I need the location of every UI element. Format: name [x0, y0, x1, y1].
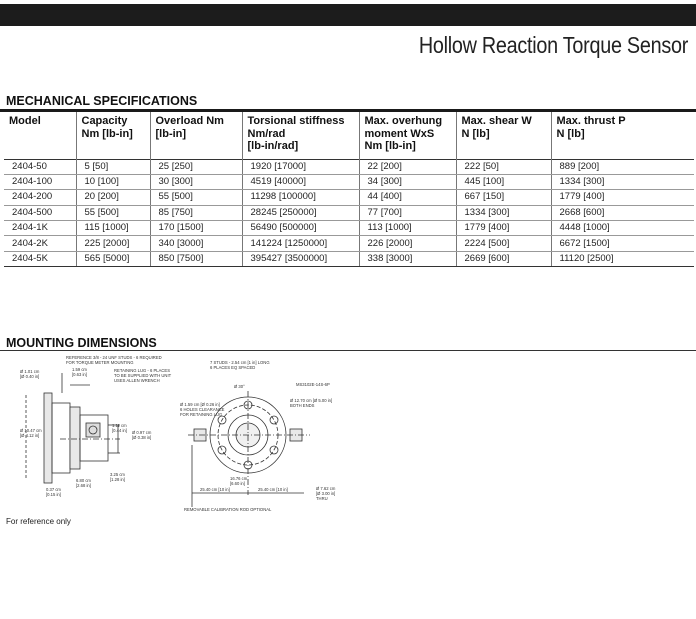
annotation: [Ø 4.12 in]: [20, 433, 40, 438]
annotation: Ø 10.47 cm: [20, 428, 42, 433]
annotation: 7 STUDS - 2.54 cm [1 in] LONG: [210, 360, 270, 365]
header-line: Nm [lb-in]: [364, 140, 416, 152]
column-header: [150, 112, 242, 159]
table-cell: 113 [1000]: [359, 221, 456, 236]
table-cell: 56490 [500000]: [242, 221, 359, 236]
table-cell: 77 [700]: [359, 205, 456, 220]
table-cell: 2404-1K: [4, 221, 76, 236]
header-line: moment WxS: [364, 127, 435, 140]
annotation: 16.76 cm: [230, 476, 248, 481]
table-header-row: [4, 112, 694, 159]
annotation: REFERENCE 3/8 - 24 UNF STUDS - 6 REQUIRED: [66, 355, 162, 360]
annotation: 6 HOLES CLEARANCE: [180, 407, 225, 412]
annotation: Ø 1.01 cm: [20, 369, 40, 374]
mechanical-specifications-table: [4, 112, 694, 267]
table-cell: 2668 [600]: [551, 205, 694, 220]
table-cell: 222 [50]: [456, 159, 551, 174]
header-bar: [0, 4, 696, 26]
table-cell: 340 [3000]: [150, 236, 242, 251]
annotation: 1.59 cm: [72, 367, 87, 372]
mounting-dimensions-heading: MOUNTING DIMENSIONS: [6, 336, 157, 350]
annotation: TO BE SUPPLIED WITH UNIT: [114, 373, 172, 378]
section-divider: [0, 350, 696, 351]
table-cell: 55 [500]: [150, 190, 242, 205]
table-cell: 2404-5K: [4, 251, 76, 266]
table-row: [4, 190, 694, 205]
header-line: Capacity: [81, 115, 128, 127]
annotation: Ø 7.62 cm: [316, 486, 336, 491]
table-cell: 6672 [1500]: [551, 236, 694, 251]
footnote: For reference only: [6, 517, 71, 526]
table-cell: 2404-50: [4, 159, 76, 174]
annotation: REMOVABLE CALIBRATION ROD OPTIONAL: [184, 507, 272, 512]
mechanical-specifications-heading: MECHANICAL SPECIFICATIONS: [6, 94, 198, 108]
header-line: Torsional stiffness: [247, 115, 345, 127]
annotation: FOR TORQUE METER MOUNTING: [66, 360, 134, 365]
table-cell: 25 [250]: [150, 159, 242, 174]
annotation: [1.28 in]: [110, 477, 125, 482]
annotation: THRU: [316, 496, 328, 501]
annotation: [Ø 0.40 in]: [20, 374, 40, 379]
table-cell: 115 [1000]: [76, 221, 150, 236]
annotation: 6.80 cm: [76, 478, 91, 483]
table-row: [4, 236, 694, 251]
table-cell: 226 [2000]: [359, 236, 456, 251]
page-title: Hollow Reaction Torque Sensor: [418, 32, 688, 58]
table-cell: 4519 [40000]: [242, 174, 359, 189]
annotation: 6 PLACES EQ SPACED: [210, 365, 256, 370]
annotation: Ø 0.97 cm: [132, 430, 152, 435]
annotation: 25.40 cm [10 in]: [258, 487, 288, 492]
table-cell: 850 [7500]: [150, 251, 242, 266]
column-header: [551, 112, 694, 159]
annotation: [0.44 in]: [112, 428, 127, 433]
table-cell: 2404-100: [4, 174, 76, 189]
annotation: [0.15 in]: [46, 492, 61, 497]
annotation: BOTH ENDS: [290, 403, 315, 408]
annotation: USES ALLEN WRENCH: [114, 378, 160, 383]
annotation: Ø 30°: [234, 384, 245, 389]
table-row: [4, 205, 694, 220]
table-cell: 1920 [17000]: [242, 159, 359, 174]
header-line: Max. thrust P: [556, 115, 626, 127]
header-line: [lb-in]: [155, 127, 187, 140]
annotation: [Ø 3.00 in]: [316, 491, 336, 496]
annotation: [2.68 in]: [76, 483, 91, 488]
table-cell: 22 [200]: [359, 159, 456, 174]
header-line: Max. overhung: [364, 115, 443, 127]
table-cell: 1779 [400]: [551, 190, 694, 205]
table-cell: 395427 [3500000]: [242, 251, 359, 266]
table-cell: 445 [100]: [456, 174, 551, 189]
table-row: [4, 159, 694, 174]
header-line: N [lb]: [556, 127, 585, 140]
annotation: 3.25 cm: [110, 472, 125, 477]
annotation: 0.37 cm: [46, 487, 61, 492]
header-line: Model: [9, 115, 41, 127]
table-cell: 11120 [2500]: [551, 251, 694, 266]
table-row: [4, 174, 694, 189]
table-cell: 34 [300]: [359, 174, 456, 189]
annotation: 1.11 cm: [112, 423, 127, 428]
table-cell: 338 [3000]: [359, 251, 456, 266]
table-cell: 44 [400]: [359, 190, 456, 205]
table-cell: 10 [100]: [76, 174, 150, 189]
header-line: Nm/rad: [247, 127, 286, 140]
table-cell: 141224 [1250000]: [242, 236, 359, 251]
table-cell: 28245 [250000]: [242, 205, 359, 220]
column-header: [76, 112, 150, 159]
column-header: [4, 112, 76, 159]
annotation: [0.63 in]: [72, 372, 87, 377]
table-cell: 85 [750]: [150, 205, 242, 220]
table-cell: 2669 [600]: [456, 251, 551, 266]
annotation: [Ø 0.38 in]: [132, 435, 152, 440]
mounting-dimensions-drawing: [20, 355, 340, 515]
table-cell: 4448 [1000]: [551, 221, 694, 236]
header-line: Nm [lb-in]: [81, 127, 133, 140]
table-cell: 2404-200: [4, 190, 76, 205]
table-cell: 2404-2K: [4, 236, 76, 251]
column-header: [242, 112, 359, 159]
header-line: Overload Nm: [155, 115, 224, 127]
annotation: [6.60 in]: [230, 481, 245, 486]
table-cell: 2404-500: [4, 205, 76, 220]
header-line: N [lb]: [461, 127, 490, 140]
table-cell: 30 [300]: [150, 174, 242, 189]
header-line: [lb-in/rad]: [247, 140, 299, 152]
table-cell: 20 [200]: [76, 190, 150, 205]
table-cell: 170 [1500]: [150, 221, 242, 236]
table-row: [4, 221, 694, 236]
table-cell: 667 [150]: [456, 190, 551, 205]
annotation: Ø 1.59 cm [Ø 0.26 in]: [180, 402, 220, 407]
table-cell: 5 [50]: [76, 159, 150, 174]
table-cell: 2224 [500]: [456, 236, 551, 251]
table-cell: 1779 [400]: [456, 221, 551, 236]
column-header: [456, 112, 551, 159]
annotation: Ø 12.70 cm [Ø 5.00 in]: [290, 398, 333, 403]
table-cell: 889 [200]: [551, 159, 694, 174]
annotation: 25.40 cm [10 in]: [200, 487, 230, 492]
annotation: RETAINING LUG - 6 PLACES: [114, 368, 171, 373]
table-cell: 1334 [300]: [551, 174, 694, 189]
table-row: [4, 251, 694, 266]
annotation: MS3102E-14S-6P: [296, 382, 330, 387]
table-cell: 565 [5000]: [76, 251, 150, 266]
table-cell: 11298 [100000]: [242, 190, 359, 205]
annotation: FOR RETAINING LUG: [180, 412, 223, 417]
table-cell: 1334 [300]: [456, 205, 551, 220]
header-line: Max. shear W: [461, 115, 532, 127]
column-header: [359, 112, 456, 159]
table-cell: 225 [2000]: [76, 236, 150, 251]
table-cell: 55 [500]: [76, 205, 150, 220]
